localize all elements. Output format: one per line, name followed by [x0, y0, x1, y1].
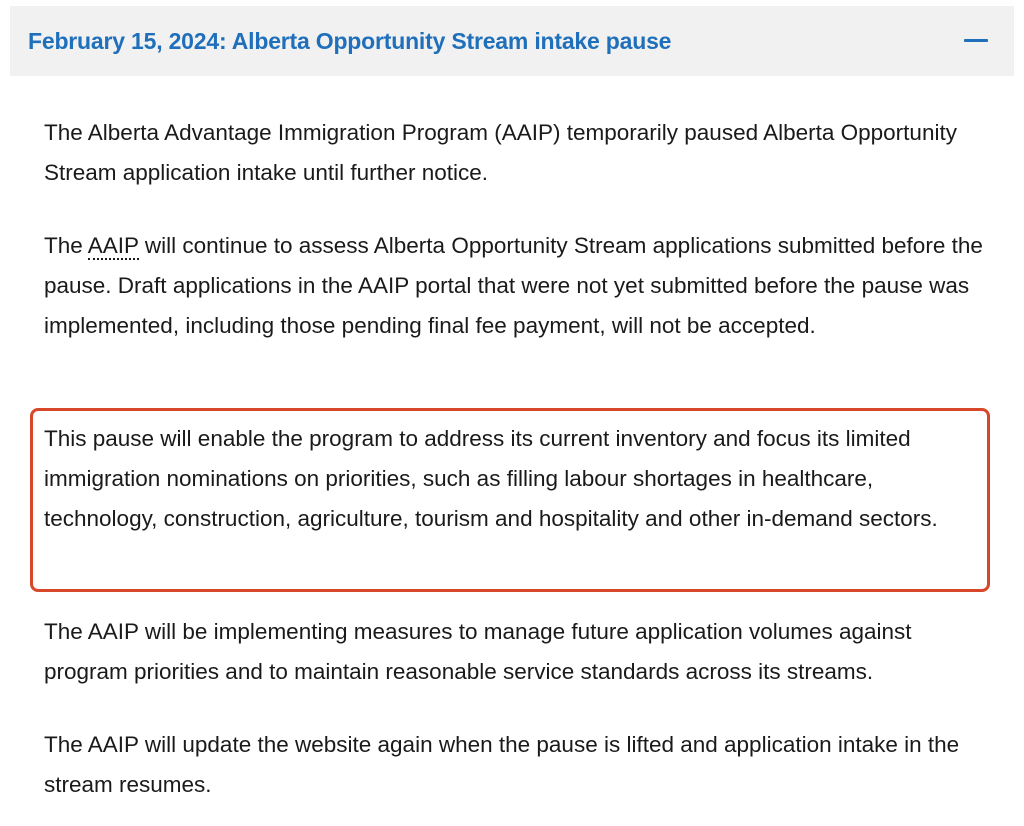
paragraph-continue-assess [44, 226, 984, 346]
paragraph-highlighted-priorities: This pause will enable the program to address its current inventory and focus its limited immigration nominations on priorities, such as filling labour shortages in healthcare, technology, construction, agriculture, tourism and hospitality and other in-demand sectors. [44, 426, 938, 531]
paragraph-intake-paused: The Alberta Advantage Immigration Program (AAIP) temporarily paused Alberta Opportunity Stream application intake until further notice. [44, 120, 957, 185]
paragraph-website-update: The AAIP will update the website again when the pause is lifted and application intake in the stream resumes. [44, 732, 960, 797]
minus-icon[interactable] [964, 29, 988, 53]
paragraph-future-measures: The AAIP will be implementing measures to manage future application volumes against program priorities and to maintain reasonable service standards across its streams. [44, 619, 912, 684]
aaip-abbreviation[interactable]: AAIP [87, 233, 139, 258]
accordion-header[interactable] [10, 6, 1014, 76]
accordion-title[interactable]: February 15, 2024: Alberta Opportunity Stream intake pause [28, 27, 672, 54]
paragraph-rest: will continue to assess Alberta Opportunity Stream applications submitted before the pause. Draft applications in the AAIP portal that were not yet submitted before the pause was implemented, including those pending final fee payment, will not be accepted. [44, 233, 983, 338]
paragraph-prefix: The [44, 233, 88, 258]
